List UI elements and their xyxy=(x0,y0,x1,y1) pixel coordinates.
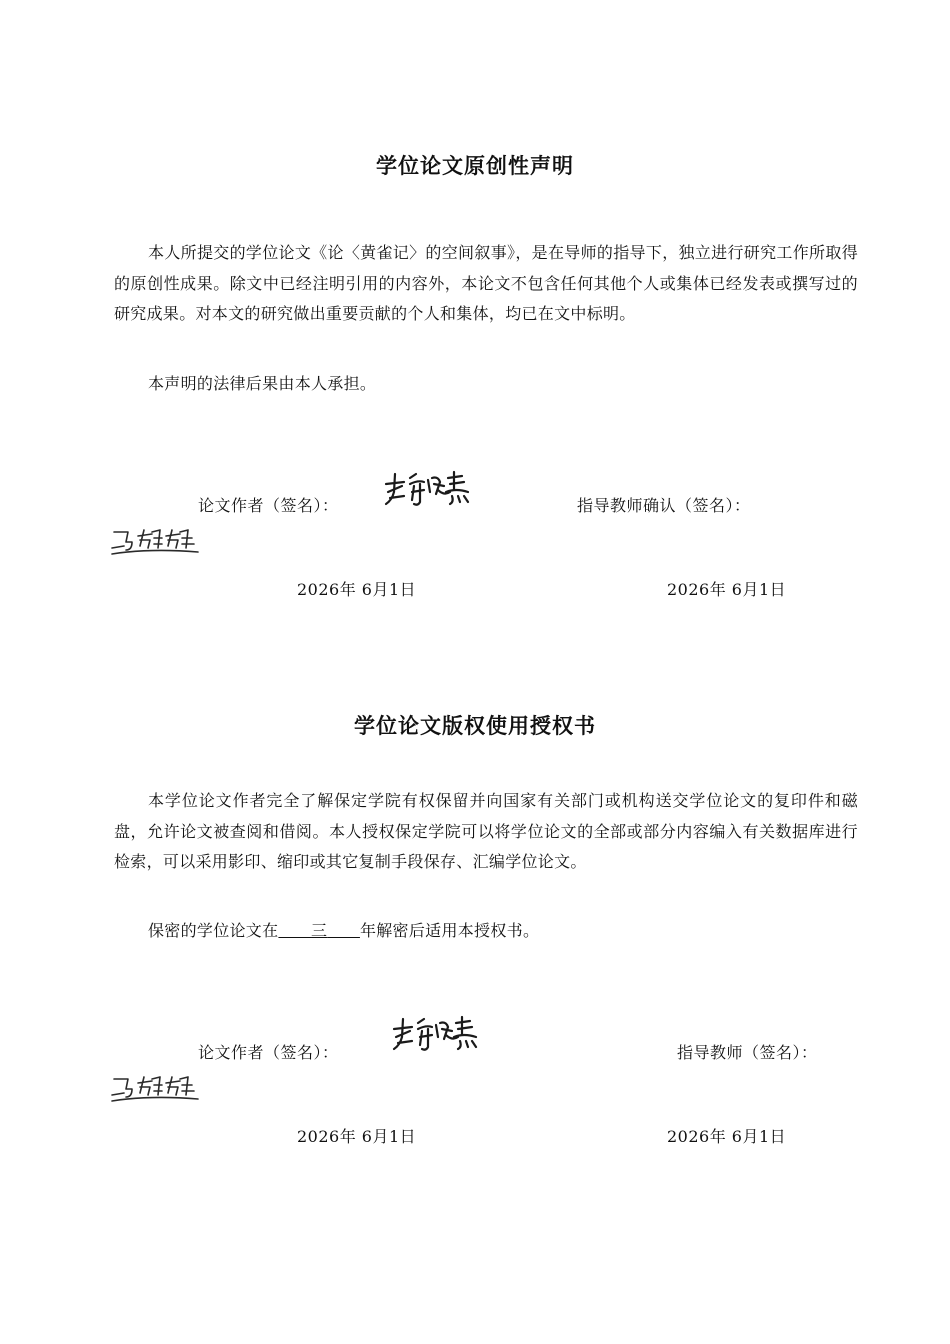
confidentiality-years: 三 xyxy=(311,921,328,940)
declaration-title: 学位论文原创性声明 xyxy=(376,154,574,178)
advisor-date: 2026年 6月1日 xyxy=(667,580,787,599)
confidentiality-paragraph xyxy=(114,916,858,947)
confidentiality-prefix: 保密的学位论文在 xyxy=(148,921,279,940)
author-signature-label: 论文作者（签名）： xyxy=(198,496,339,515)
author-date-2: 2026年 6月1日 xyxy=(297,1127,417,1146)
confidentiality-years-field xyxy=(278,916,360,947)
advisor-confirm-label: 指导教师确认（签名）： xyxy=(577,496,751,515)
declaration-liability-paragraph: 本声明的法律后果由本人承担。 xyxy=(148,374,377,393)
author-date: 2026年 6月1日 xyxy=(297,580,417,599)
advisor-date-2: 2026年 6月1日 xyxy=(667,1127,787,1146)
authorization-paragraph: 本学位论文作者完全了解保定学院有权保留并向国家有关部门或机构送交学位论文的复印件和磁盘，允许论文被查阅和借阅。本人授权保定学院可以将学位论文的全部或部分内容编入有关数据库进行检索，可以采用影印、缩印或其它复制手段保存、汇编学位论文。 xyxy=(114,791,858,871)
author-signature-label-2: 论文作者（签名）： xyxy=(198,1043,339,1062)
confidentiality-suffix: 年解密后适用本授权书。 xyxy=(359,921,540,940)
authorization-title: 学位论文版权使用授权书 xyxy=(354,714,596,738)
advisor-signature-image xyxy=(110,526,200,556)
author-signature-image-2 xyxy=(388,1015,483,1055)
advisor-signature-image-2 xyxy=(110,1073,200,1103)
declaration-paragraph: 本人所提交的学位论文《论〈黄雀记〉的空间叙事》，是在导师的指导下，独立进行研究工作所取得的原创性成果。除文中已经注明引用的内容外，本论文不包含任何其他个人或集体已经发表或撰写过的研究成果。对本文的研究做出重要贡献的个人和集体，均已在文中标明。 xyxy=(114,243,858,323)
advisor-signature-label-2: 指导教师（签名）： xyxy=(677,1043,818,1062)
author-signature-image xyxy=(380,470,475,510)
